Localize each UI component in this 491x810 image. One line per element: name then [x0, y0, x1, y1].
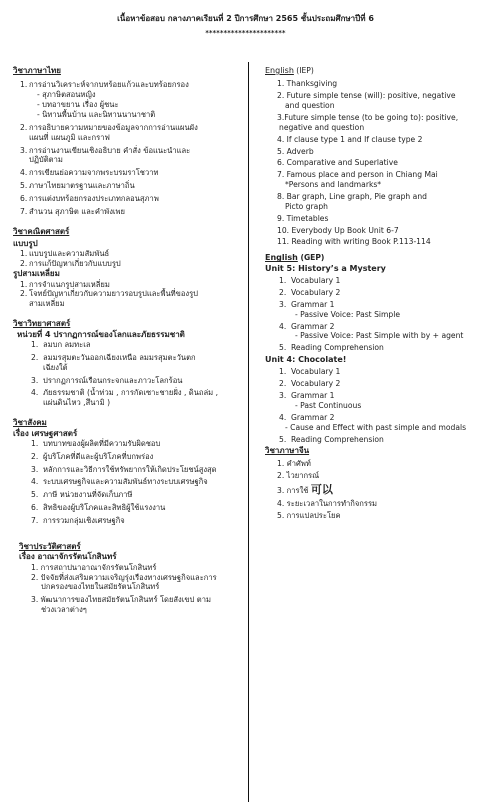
list-item: 2. ผู้บริโภคที่ดีและผู้บริโภคที่บกพร่อง: [31, 451, 154, 461]
left-column: [13, 66, 241, 615]
list-item: - นิทานพื้นบ้าน และนิทานนานาชาติ: [37, 109, 156, 119]
list-item: 2. การอธิบายความหมายของข้อมูลจากการอ่านแผนผัง: [20, 122, 198, 132]
list-item: 1. Thanksgiving: [277, 79, 338, 89]
list-item: and question: [285, 101, 335, 111]
list-item: - สุภาษิตสอนหญิง: [37, 90, 96, 100]
list-item: 7. การรวมกลุ่มเชิงเศรษฐกิจ: [31, 516, 125, 526]
section-heading: แบบรูป: [13, 239, 38, 249]
list-item: ปฏิบัติตาม: [29, 155, 63, 165]
subject-english-gep-heading: English (GEP): [265, 253, 325, 263]
topic-heading: เรื่อง เศรษฐศาสตร์: [13, 428, 78, 438]
list-item: 4. Grammar 2: [279, 321, 335, 331]
list-item: 1. Vocabulary 1: [279, 276, 341, 286]
list-item: 5. ภาษี หน่วยงานที่จัดเก็บภาษี: [31, 490, 133, 500]
list-item: 9. Timetables: [277, 213, 329, 223]
chinese-characters: 可以: [310, 482, 333, 496]
unit-heading: หน่วยที่ 4 ปรากฏการณ์ของโลกและภัยธรรมชาติ: [17, 329, 185, 339]
list-item: 2. Vocabulary 2: [279, 287, 341, 297]
list-item: 3. Grammar 1: [279, 299, 335, 309]
list-item: 4. If clause type 1 and If clause type 2: [277, 134, 423, 144]
list-item: 1. บทบาทของผู้ผลิตที่มีความรับผิดชอบ: [31, 438, 161, 448]
list-item: 3. การอ่านงานเขียนเชิงอธิบาย คำสั่ง ข้อแนะนำและ: [20, 145, 191, 155]
list-item: สามเหลี่ยม: [29, 299, 65, 309]
list-item: 3. การใช้ 可以: [277, 482, 333, 496]
list-item: 1. การจำแนกรูปสามเหลี่ยม: [20, 279, 110, 289]
list-item: 1. การอ่านวิเคราะห์จากบทร้อยแก้วและบทร้อยกรอง: [20, 80, 189, 90]
list-item: 2. ลมมรสุมตะวันออกเฉียงเหนือ ลมมรสุมตะวันตก: [31, 352, 196, 362]
list-item: 3. หลักการและวิธีการใช้ทรัพยากรให้เกิดประโยชน์สูงสุด: [31, 464, 217, 474]
list-item: 3. พัฒนาการของไทยสมัยรัตนโกสินทร์ โดยสังเขป ตาม: [31, 595, 211, 605]
list-item: ปกครองของไทยในสมัยรัตนโกสินทร์: [41, 582, 160, 592]
subject-english-iep-heading: English (IEP): [265, 66, 314, 75]
topic-heading: เรื่อง อาณาจักรรัตนโกสินทร์: [19, 552, 117, 562]
right-column: [265, 66, 487, 521]
list-item: 11. Reading with writing Book P.113-114: [277, 237, 431, 247]
list-item: 1. แบบรูปและความสัมพันธ์: [20, 249, 110, 259]
list-item: 3. Grammar 1: [279, 391, 335, 401]
list-item: 5. การแปลประโยค: [277, 510, 341, 520]
page-title: เนื้อหาข้อสอบ กลางภาคเรียนที่ 2 ปีการศึกษา 2565 ชั้นประถมศึกษาปีที่ 6: [117, 14, 374, 23]
list-item: - Cause and Effect with past simple and modals: [285, 422, 467, 432]
list-item: 5. Adverb: [277, 146, 314, 156]
list-item: 7. Famous place and person in Chiang Mai: [277, 170, 438, 180]
section-heading: รูปสามเหลี่ยม: [13, 269, 60, 279]
list-item: 6. การแต่งบทร้อยกรองประเภทกลอนสุภาพ: [20, 193, 159, 203]
list-item: แผนที่ แผนภูมิ และกราฟ: [29, 132, 110, 142]
subject-chinese-heading: วิชาภาษาจีน: [265, 446, 310, 456]
subject-thai-heading: วิชาภาษาไทย: [13, 66, 61, 75]
list-item: - บทอาขยาน เรื่อง ผู้ชนะ: [37, 100, 119, 110]
list-item: 6. สิทธิของผู้บริโภคและสิทธิผู้ใช้แรงงาน: [31, 503, 166, 513]
list-item: 2. ปัจจัยที่ส่งเสริมความเจริญรุ่งเรืองทางเศรษฐกิจและการ: [31, 572, 217, 582]
list-item: 1. คำศัพท์: [277, 458, 311, 468]
title-separator: **********************: [205, 29, 286, 37]
list-item: 1. ลมบก ลมทะเล: [31, 339, 91, 349]
list-item: - Passive Voice: Past Simple with by + agent: [295, 331, 464, 341]
list-item: 10. Everybody Up Book Unit 6-7: [277, 225, 399, 235]
list-item: 4. ภัยธรรมชาติ (น้ำท่วม , การกัดเซาะชายฝั่ง , ดินถล่ม ,: [31, 388, 218, 398]
list-item: แผ่นดินไหว ,สึนามิ ): [43, 398, 111, 408]
column-divider: [248, 62, 249, 802]
subject-history-heading: วิชาประวัติศาสตร์: [19, 541, 81, 551]
list-item: Picto graph: [285, 201, 328, 211]
list-item: 4. ระยะเวลาในการทำกิจกรรม: [277, 498, 378, 508]
list-item: 7. สำนวน สุภาษิต และคำพังเพย: [20, 206, 125, 216]
subject-math-heading: วิชาคณิตศาสตร์: [13, 226, 70, 236]
list-item: 3.Future simple tense (to be going to): positive,: [277, 112, 459, 122]
list-item: 1. Vocabulary 1: [279, 367, 341, 377]
list-item: - Past Continuous: [295, 401, 362, 411]
list-item: negative and question: [279, 122, 365, 132]
subject-social-heading: วิชาสังคม: [13, 418, 47, 428]
list-item: ช่วงเวลาต่างๆ: [41, 605, 87, 615]
list-item: 2. Future simple tense (will): positive, negative: [277, 91, 456, 101]
list-item: 6. Comparative and Superlative: [277, 158, 398, 168]
unit-heading: Unit 5: History’s a Mystery: [265, 263, 386, 273]
list-item: 2. ไวยากรณ์: [277, 470, 320, 480]
list-item: 4. การเขียนย่อความจากพระบรมราโชวาท: [20, 168, 159, 178]
list-item: 5. Reading Comprehension: [279, 434, 384, 444]
list-item: 3. ปรากฏการณ์เรือนกระจกและภาวะโลกร้อน: [31, 375, 183, 385]
list-item: 5. Reading Comprehension: [279, 343, 384, 353]
list-item: 5. ภาษาไทยมาตรฐานและภาษาถิ่น: [20, 181, 135, 191]
list-item: เฉียงใต้: [43, 362, 68, 372]
unit-heading: Unit 4: Chocolate!: [265, 355, 347, 365]
list-item: 1. การสถาปนาอาณาจักรรัตนโกสินทร์: [31, 562, 157, 572]
list-item: 4. Grammar 2: [279, 412, 335, 422]
list-item: *Persons and landmarks*: [285, 180, 382, 190]
subject-science-heading: วิชาวิทยาศาสตร์: [13, 319, 71, 329]
list-item: - Passive Voice: Past Simple: [295, 309, 400, 319]
list-item: 2. การแก้ปัญหาเกี่ยวกับแบบรูป: [20, 259, 121, 269]
list-item: 4. ระบบเศรษฐกิจและความสัมพันธ์ทางระบบเศรษฐกิจ: [31, 477, 208, 487]
list-item: 8. Bar graph, Line graph, Pie graph and: [277, 191, 427, 201]
list-item: 2. Vocabulary 2: [279, 379, 341, 389]
list-item: 2. โจทย์ปัญหาเกี่ยวกับความยาวรอบรูปและพื้นที่ของรูป: [20, 289, 199, 299]
